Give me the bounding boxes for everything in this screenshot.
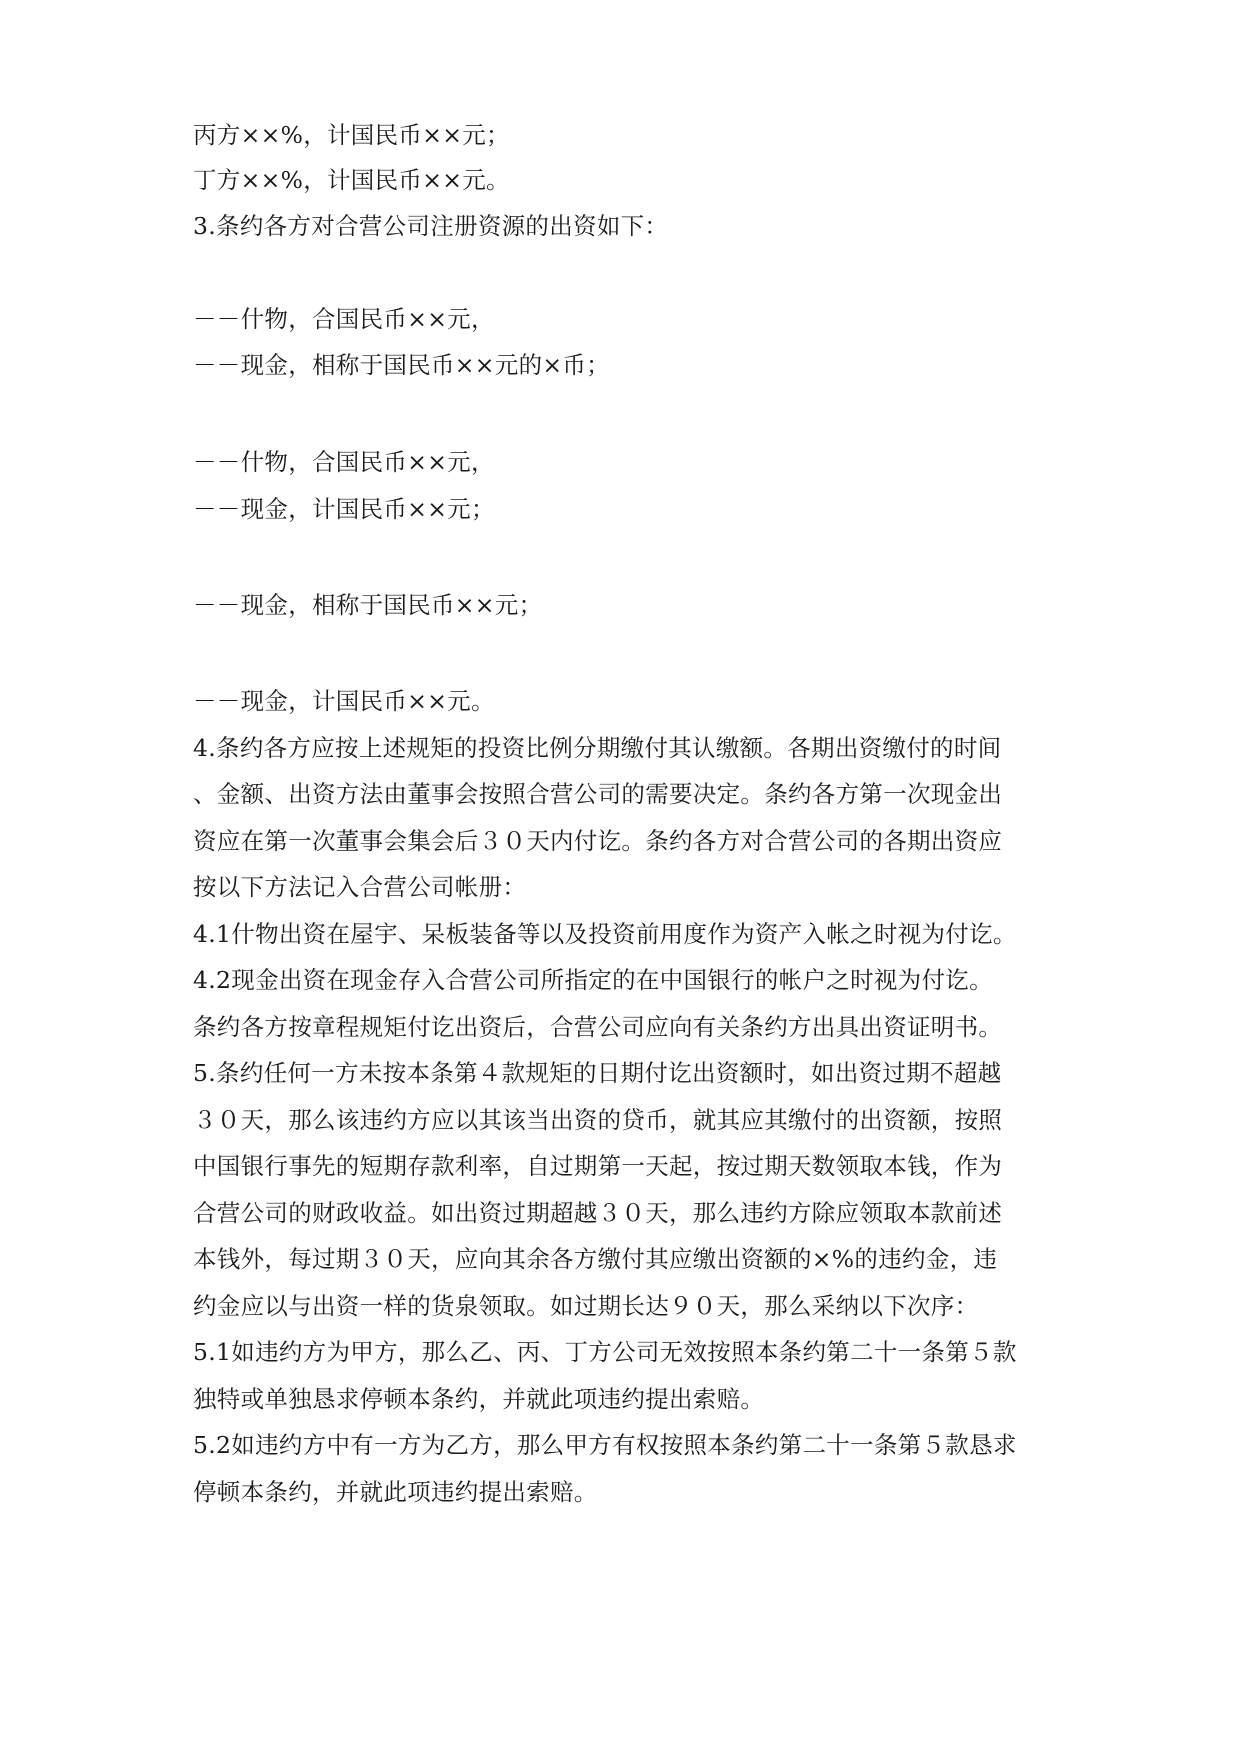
text-line-9: －－现金，计国民币××元。 [193, 687, 495, 715]
section-3-heading: 3.条约各方对合营公司注册资源的出资如下： [193, 212, 669, 240]
text-line-2: 丁方××%，计国民币××元。 [193, 166, 510, 194]
text-line-6: －－什物，合国民币××元， [193, 448, 495, 476]
section-5-1-line-2: 独特或单独恳求停顿本条约，并就此项违约提出索赔。 [193, 1385, 765, 1413]
section-5-line-5: 本钱外，每过期３０天，应向其余各方缴付其应缴出资额的×%的违约金，违 [193, 1245, 998, 1273]
section-5-line-3: 中国银行事先的短期存款利率，自过期第一天起，按过期天数领取本钱，作为 [193, 1152, 1003, 1180]
text-line-16: 条约各方按章程规矩付讫出资后，合营公司应向有关条约方出具出资证明书。 [193, 1013, 1003, 1041]
section-4-1: 4.1什物出资在屋宇、呆板装备等以及投资前用度作为资产入帐之时视为付讫。 [193, 920, 1017, 948]
text-line-8: －－现金，相称于国民币××元； [193, 591, 543, 619]
section-5-line-1: 5.条约任何一方未按本条第４款规矩的日期付讫出资额时，如出资过期不超越 [193, 1059, 1002, 1087]
section-4-line-1: 4.条约各方应按上述规矩的投资比例分期缴付其认缴额。各期出资缴付的时间 [193, 734, 1002, 762]
section-5-line-4: 合营公司的财政收益。如出资过期超越３０天，那么违约方除应领取本款前述 [193, 1199, 1003, 1227]
section-5-2-line-2: 停顿本条约，并就此项违约提出索赔。 [193, 1478, 598, 1506]
section-5-1-line-1: 5.1如违约方为甲方，那么乙、丙、丁方公司无效按照本条约第二十一条第５款 [193, 1338, 1017, 1366]
text-line-7: －－现金，计国民币××元； [193, 495, 495, 523]
section-5-line-2: ３０天，那么该违约方应以其该当出资的贷币，就其应其缴付的出资额，按照 [193, 1106, 1003, 1134]
section-4-line-2: 、金额、出资方法由董事会按照合营公司的需要决定。条约各方第一次现金出 [193, 780, 1003, 808]
section-5-line-6: 约金应以与出资一样的货泉领取。如过期长达９０天，那么采纳以下次序： [193, 1292, 979, 1320]
section-4-line-4: 按以下方法记入合营公司帐册： [193, 873, 527, 901]
text-line-1: 丙方××%，计国民币××元； [193, 121, 510, 149]
section-5-2-line-1: 5.2如违约方中有一方为乙方，那么甲方有权按照本条约第二十一条第５款恳求 [193, 1431, 1017, 1459]
text-line-5: －－现金，相称于国民币××元的×币； [193, 351, 610, 379]
section-4-line-3: 资应在第一次董事会集会后３０天内付讫。条约各方对合营公司的各期出资应 [193, 827, 1003, 855]
section-4-2: 4.2现金出资在现金存入合营公司所指定的在中国银行的帐户之时视为付讫。 [193, 966, 993, 994]
text-line-4: －－什物，合国民币××元， [193, 305, 495, 333]
